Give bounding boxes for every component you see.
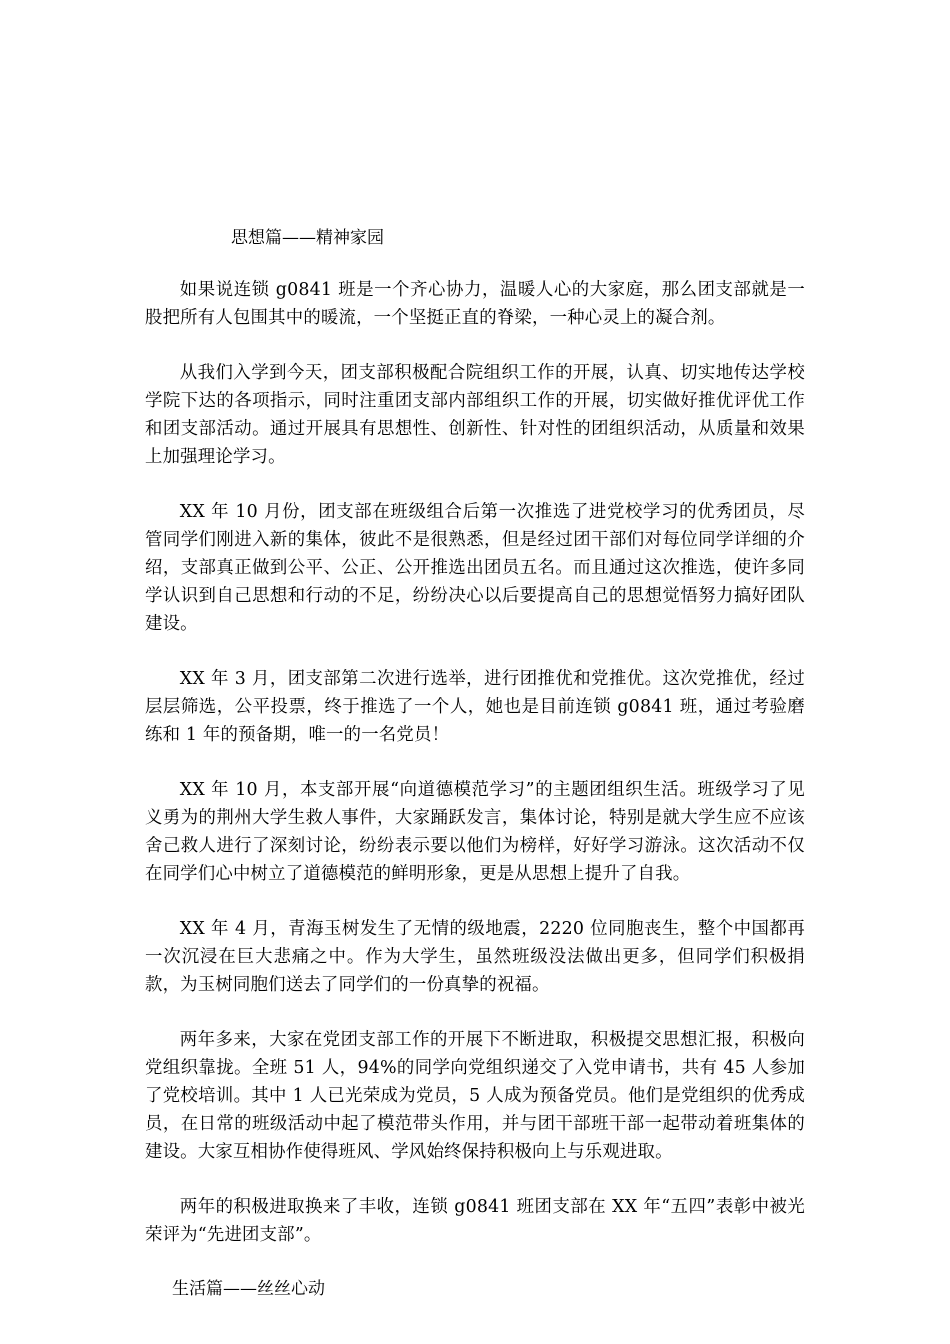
paragraph-two-years: 两年多来，大家在党团支部工作的开展下不断进取，积极提交思想汇报，积极向党组织靠拢。全班 51 人，94%的同学向党组织递交了入党申请书，共有 45 人参加了党校培训。其中 1 人已光荣成为党员，5 人成为预备党员。他们是党组织的优秀成员，在日常的班级活动中起了模范带头作用，并与团干部班干部一起带动着班集体的建设。大家互相协作使得班风、学风始终保持积极向上与乐观进取。 bbox=[145, 1030, 805, 1162]
paragraph-yushu-earthquake: XX 年 4 月，青海玉树发生了无情的级地震，2220 位同胞丧生，整个中国都再一次沉浸在巨大悲痛之中。作为大学生，虽然班级没法做出更多，但同学们积极捐款，为玉树同胞们送去了同学们的一份真挚的祝福。 bbox=[145, 919, 805, 995]
paragraph-moral-model: XX 年 10 月，本支部开展“向道德模范学习”的主题团组织生活。班级学习了见义勇为的荆州大学生救人事件，大家踊跃发言，集体讨论，特别是就大学生应不应该舍己救人进行了深刻讨论，纷纷表示要以他们为榜样，好好学习游泳。这次活动不仅在同学们心中树立了道德模范的鲜明形象，更是从思想上提升了自我。 bbox=[145, 780, 805, 884]
paragraph-intro: 如果说连锁 g0841 班是一个齐心协力，温暖人心的大家庭，那么团支部就是一股把所有人包围其中的暖流，一个坚挺正直的脊梁，一种心灵上的凝合剂。 bbox=[145, 280, 805, 328]
paragraph-second-election: XX 年 3 月，团支部第二次进行选举，进行团推优和党推优。这次党推优，经过层层筛选，公平投票，终于推选了一个人，她也是目前连锁 g0841 班，通过考验磨练和 1 年的预备期，唯一的一名党员！ bbox=[145, 669, 805, 745]
section-heading-thought: 思想篇——精神家园 bbox=[231, 228, 384, 248]
document-page bbox=[145, 224, 805, 1303]
paragraph-award: 两年的积极进取换来了丰收，连锁 g0841 班团支部在 XX 年“五四”表彰中被光荣评为“先进团支部”。 bbox=[145, 1197, 805, 1245]
paragraph-work: 从我们入学到今天，团支部积极配合院组织工作的开展，认真、切实地传达学校学院下达的各项指示，同时注重团支部内部组织工作的开展，切实做好推优评优工作和团支部活动。通过开展具有思想性、创新性、针对性的团组织活动，从质量和效果上加强理论学习。 bbox=[145, 363, 805, 467]
section-heading-life: 生活篇——丝丝心动 bbox=[172, 1279, 325, 1299]
paragraph-first-election: XX 年 10 月份，团支部在班级组合后第一次推选了进党校学习的优秀团员，尽管同学们刚进入新的集体，彼此不是很熟悉，但是经过团干部们对每位同学详细的介绍，支部真正做到公平、公正、公开推选出团员五名。而且通过这次推选，使许多同学认识到自己思想和行动的不足，纷纷决心以后要提高自己的思想觉悟努力搞好团队建设。 bbox=[145, 502, 805, 634]
